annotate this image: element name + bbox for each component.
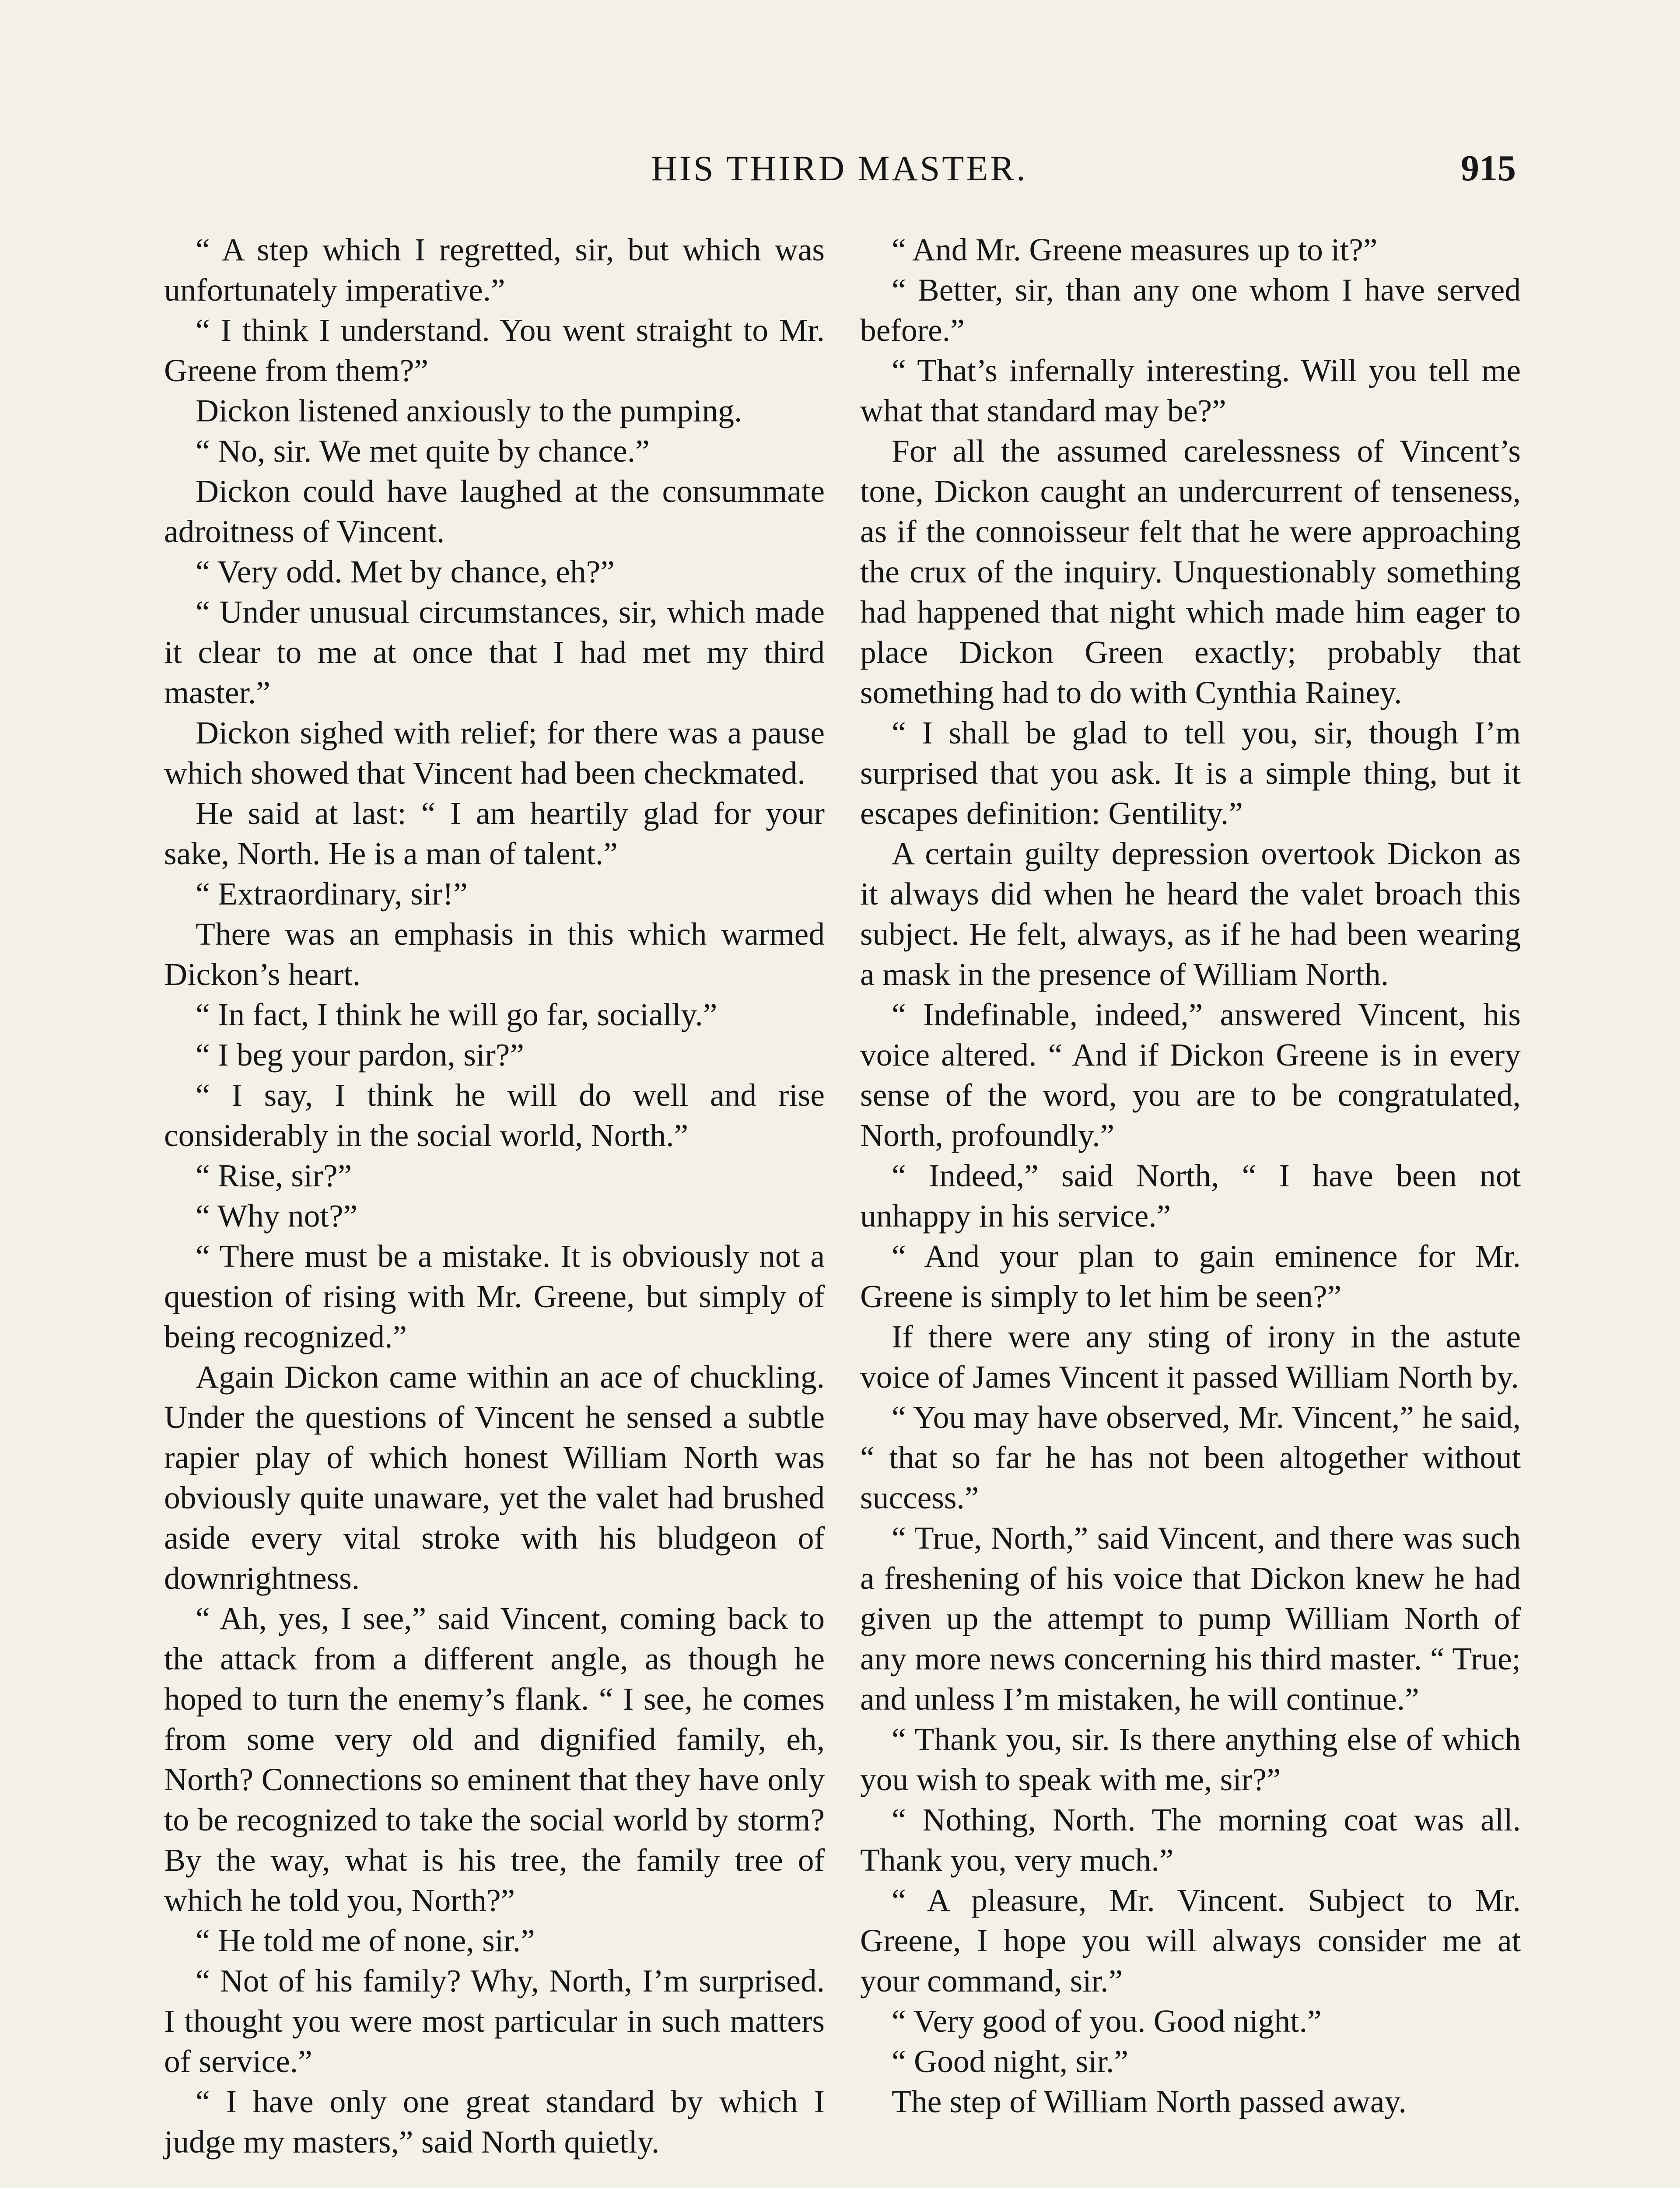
page-number: 915: [1461, 148, 1516, 189]
paragraph: “ Very odd. Met by chance, eh?”: [196, 554, 615, 589]
paragraph: “ I have only one great standard by which I judge my masters,” said North quietly.: [164, 2084, 825, 2160]
paragraph: For all the assumed carelessness of Vincent’s tone, Dickon caught an undercurrent of tenseness, as if the connoisseur felt that he were approaching the crux of the inquiry. Unquestionably something had happened that night which made him eager to place Dickon Green exactly; probably that something had to do with Cynthia Rainey.: [860, 433, 1521, 710]
paragraph: Dickon could have laughed at the consummate adroitness of Vincent.: [164, 473, 825, 549]
paragraph: “ He told me of none, sir.”: [196, 1923, 535, 1958]
paragraph: “ Indefinable, indeed,” answered Vincent, his voice altered. “ And if Dickon Greene is in every sense of the word, you are to be congratulated, North, profoundly.”: [860, 997, 1521, 1153]
paragraph: “ A pleasure, Mr. Vincent. Subject to Mr. Greene, I hope you will always consider me at your command, sir.”: [860, 1883, 1521, 1999]
paragraph: “ That’s infernally interesting. Will you tell me what that standard may be?”: [860, 353, 1521, 428]
paragraph: “ In fact, I think he will go far, socially.”: [196, 997, 718, 1032]
paragraph: “ Not of his family? Why, North, I’m surprised. I thought you were most particular in such matters of service.”: [164, 1963, 825, 2079]
left-column: [164, 230, 825, 2162]
paragraph: Dickon listened anxiously to the pumping.: [196, 393, 742, 428]
paragraph: “ Better, sir, than any one whom I have served before.”: [860, 272, 1521, 348]
paragraph: “ I shall be glad to tell you, sir, though I’m surprised that you ask. It is a simple thing, but it escapes definition: Gentility.”: [860, 715, 1521, 831]
paragraph: If there were any sting of irony in the astute voice of James Vincent it passed William North by.: [860, 1319, 1521, 1395]
paragraph: The step of William North passed away.: [892, 2084, 1407, 2119]
paragraph: Dickon sighed with relief; for there was a pause which showed that Vincent had been checkmated.: [164, 715, 825, 791]
paragraph: “ Ah, yes, I see,” said Vincent, coming back to the attack from a different angle, as though he hoped to turn the enemy’s flank. “ I see, he comes from some very old and dignified family, eh, North? Connections so eminent that they have only to be recognized to take the social world by storm? By the way, what is his tree, the family tree of which he told you, North?”: [164, 1601, 825, 1918]
paragraph: Again Dickon came within an ace of chuckling. Under the questions of Vincent he sensed a subtle rapier play of which honest William North was obviously quite unaware, yet the valet had brushed aside every vital stroke with his bludgeon of downrightness.: [164, 1359, 825, 1596]
running-title: HIS THIRD MASTER.: [651, 148, 1028, 188]
paragraph: “ No, sir. We met quite by chance.”: [196, 433, 650, 469]
paragraph: “ Nothing, North. The morning coat was all. Thank you, very much.”: [860, 1802, 1521, 1878]
paragraph: “ And Mr. Greene measures up to it?”: [892, 232, 1378, 267]
paragraph: “ I think I understand. You went straight to Mr. Greene from them?”: [164, 312, 825, 388]
paragraph: “ I say, I think he will do well and rise considerably in the social world, North.”: [164, 1077, 825, 1153]
right-column: [860, 230, 1521, 2122]
paragraph: There was an emphasis in this which warmed Dickon’s heart.: [164, 916, 825, 992]
paragraph: “ Extraordinary, sir!”: [196, 876, 468, 912]
paragraph: “ Good night, sir.”: [892, 2044, 1128, 2079]
paragraph: “ You may have observed, Mr. Vincent,” he said, “ that so far he has not been altogether without success.”: [860, 1399, 1521, 1515]
paragraph: “ Rise, sir?”: [196, 1158, 352, 1193]
paragraph: “ There must be a mistake. It is obviously not a question of rising with Mr. Greene, but simply of being recognized.”: [164, 1238, 825, 1354]
paragraph: “ Thank you, sir. Is there anything else of which you wish to speak with me, sir?”: [860, 1722, 1521, 1797]
paragraph: “ Under unusual circumstances, sir, which made it clear to me at once that I had met my third master.”: [164, 594, 825, 710]
paragraph: “ Indeed,” said North, “ I have been not unhappy in his service.”: [860, 1158, 1521, 1234]
paragraph: “ Why not?”: [196, 1198, 358, 1234]
paragraph: A certain guilty depression overtook Dickon as it always did when he heard the valet broach this subject. He felt, always, as if he had been wearing a mask in the presence of William North.: [860, 836, 1521, 992]
paragraph: “ And your plan to gain eminence for Mr. Greene is simply to let him be seen?”: [860, 1238, 1521, 1314]
page-header: [163, 144, 1516, 193]
paragraph: “ I beg your pardon, sir?”: [196, 1037, 525, 1073]
paragraph: He said at last: “ I am heartily glad for your sake, North. He is a man of talent.”: [164, 796, 825, 871]
paragraph: “ True, North,” said Vincent, and there was such a freshening of his voice that Dickon knew he had given up the attempt to pump William North of any more news concerning his third master. “ True; and unless I’m mistaken, he will continue.”: [860, 1520, 1521, 1717]
paragraph: “ Very good of you. Good night.”: [892, 2003, 1322, 2039]
paragraph: “ A step which I regretted, sir, but which was unfortunately imperative.”: [164, 232, 825, 308]
